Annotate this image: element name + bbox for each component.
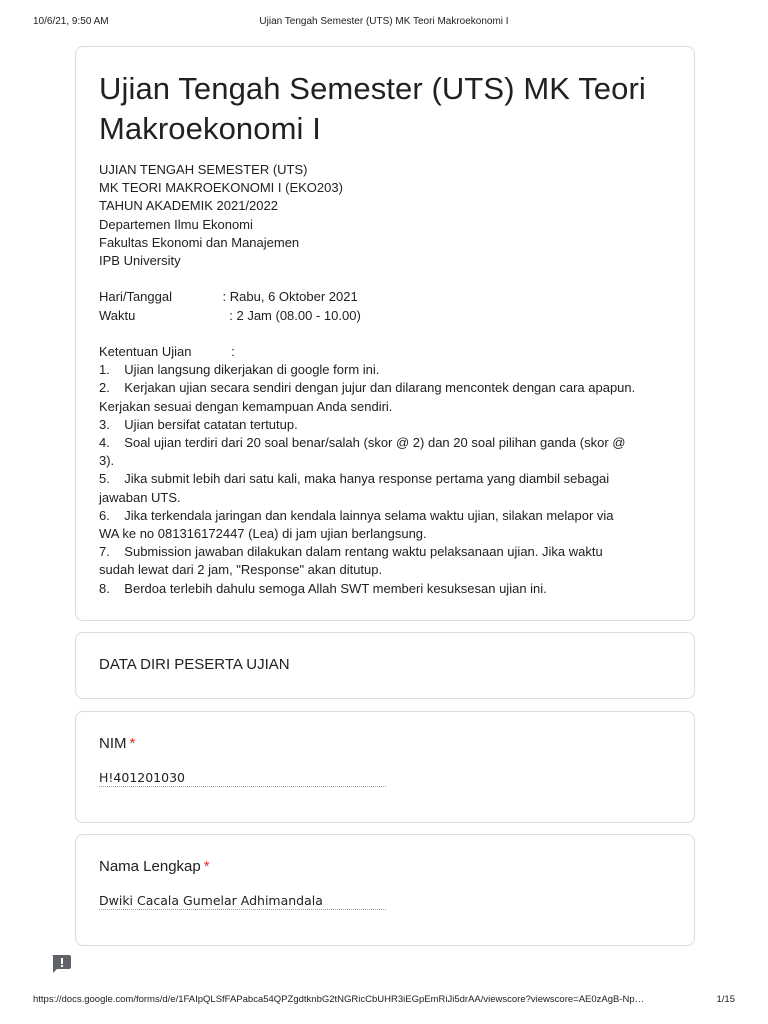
print-header [33,16,735,30]
description-line: WA ke no 081316172447 (Lea) di jam ujian berlangsung. [99,526,427,542]
description-line [99,325,671,343]
print-datetime: 10/6/21, 9:50 AM [33,16,109,27]
description-line: MK TEORI MAKROEKONOMI I (EKO203) [99,180,343,196]
description-line: Kerjakan sesuai dengan kemampuan Anda sendiri. [99,398,393,414]
print-footer [33,994,735,1008]
description-line: Hari/Tanggal : Rabu, 6 Oktober 2021 [99,289,358,305]
required-asterisk: * [203,858,210,875]
nim-answer-field[interactable]: H!401201030 [99,770,386,787]
description-line: Departemen Ilmu Ekonomi [99,216,253,232]
feedback-icon-svg [50,954,72,974]
required-asterisk: * [129,735,136,752]
print-title: Ujian Tengah Semester (UTS) MK Teori Makroekonomi I [259,16,509,27]
description-line: 3). [99,453,115,469]
description-line: Fakultas Ekonomi dan Manajemen [99,234,300,250]
description-line: sudah lewat dari 2 jam, "Response" akan ditutup. [99,562,383,578]
section-title: DATA DIRI PESERTA UJIAN [99,656,290,673]
page-number: 1/15 [716,994,735,1005]
form-title: Ujian Tengah Semester (UTS) MK Teori Makroekonomi I [99,71,646,146]
description-line: jawaban UTS. [99,489,181,505]
description-line: 8. Berdoa terlebih dahulu semoga Allah SWT memberi kesuksesan ujian ini. [99,580,547,596]
print-url: https://docs.google.com/forms/d/e/1FAIpQLSfFAPabca54QPZgdtknbG2tNGRicCbUHR3iEGpEmRiJi5drAA/viewscore?viewscore=AE0zAgB-Np… [33,994,645,1005]
description-line: Waktu : 2 Jam (08.00 - 10.00) [99,307,361,323]
nama-lengkap-answer-field[interactable]: Dwiki Cacala Gumelar Adhimandala [99,893,386,910]
description-line: 5. Jika submit lebih dari satu kali, maka hanya response pertama yang diambil sebagai [99,471,610,487]
question-card-nama-lengkap [75,834,695,946]
description-line: 7. Submission jawaban dilakukan dalam rentang waktu pelaksanaan ujian. Jika waktu [99,544,603,560]
description-line: TAHUN AKADEMIK 2021/2022 [99,198,278,214]
description-line: 6. Jika terkendala jaringan dan kendala lainnya selama waktu ujian, silakan melapor via [99,507,614,523]
question-label [99,735,671,752]
form-header-card [75,46,695,621]
question-label-text: Nama Lengkap [99,858,201,875]
description-line: 3. Ujian bersifat catatan tertutup. [99,416,298,432]
description-line [99,270,671,288]
section-card [75,632,695,699]
question-card-nim [75,711,695,823]
description-line: 1. Ujian langsung dikerjakan di google form ini. [99,362,380,378]
form-description [99,161,671,598]
description-line: 4. Soal ujian terdiri dari 20 soal benar/salah (skor @ 2) dan 20 soal pilihan ganda (skor @ [99,435,626,451]
description-line: UJIAN TENGAH SEMESTER (UTS) [99,162,308,177]
description-line: IPB University [99,253,181,269]
question-label [99,858,671,875]
description-line: 2. Kerjakan ujian secara sendiri dengan jujur dan dilarang mencontek dengan cara apapun. [99,380,636,396]
description-line: Ketentuan Ujian : [99,344,235,359]
feedback-icon[interactable] [50,954,72,974]
question-label-text: NIM [99,735,127,752]
